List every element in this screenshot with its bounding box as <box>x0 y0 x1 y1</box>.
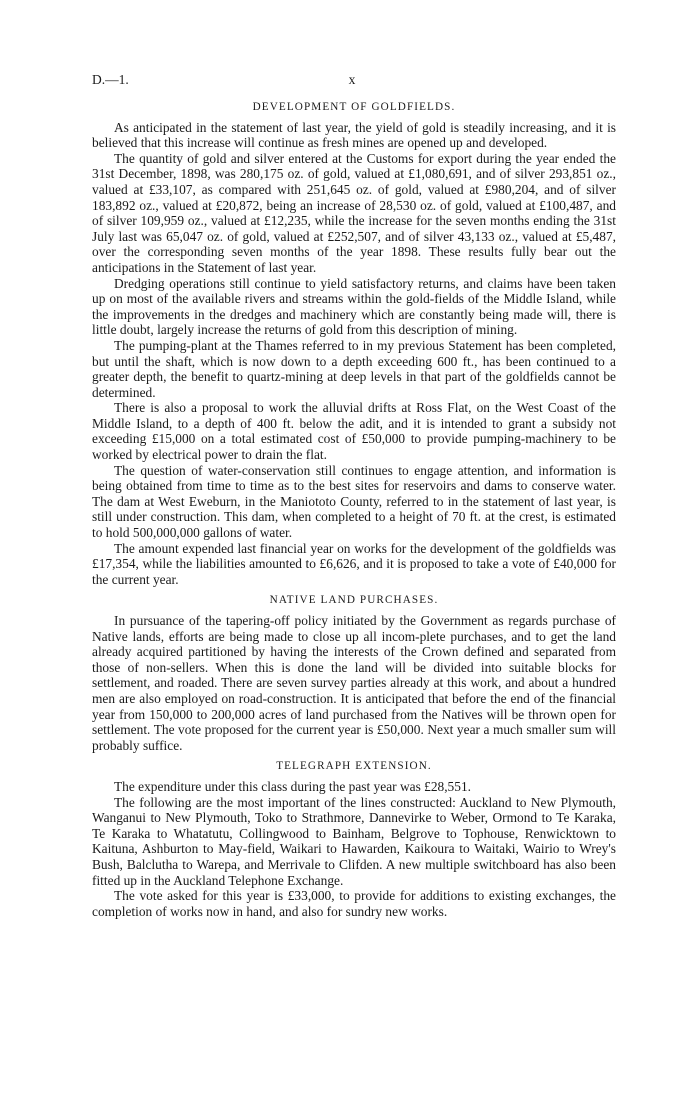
paragraph: The quantity of gold and silver entered at the Customs for export during the year ended the 31st December, 1898, was 280,175 oz. of gold, valued at £1,080,691, and of silver 293,851 oz., valued at £33,107, as compared with 251,645 oz. of gold, valued at £980,204, and of silver 183,892 oz., valued at £20,872, being an increase of 28,530 oz. of gold, valued at £100,487, and of silver 109,959 oz., valued at £12,235, while the increase for the seven months ending the 31st July last was 65,047 oz. of gold, valued at £252,507, and of silver 43,133 oz., valued at £5,487, over the corresponding seven months of the year 1898. These results fully bear out the anticipations in the Statement of last year. <box>92 150 616 275</box>
page-number: x <box>348 72 356 87</box>
section-heading: DEVELOPMENT OF GOLDFIELDS. <box>252 101 456 113</box>
section-native-land-purchases <box>92 593 616 753</box>
paragraph: The following are the most important of the lines constructed: Auckland to New Plymouth, Wanganui to New Plymouth, Toko to Strathmore, Dannevirke to Weber, Ormond to Te Karaka, Te Karaka to Whatatutu, Collingwood to Bainham, Belgrove to Tophouse, Renwicktown to Kaituna, Ashburton to May-field, Waikari to Hawarden, Kaikoura to Waitaki, Wairio to Wrey's Bush, Balclutha to Warepa, and Merrivale to Clifden. A new multiple switchboard has also been fitted up in the Auckland Telephone Exchange. <box>92 794 616 888</box>
paragraph: The question of water-conservation still continues to engage attention, and information is being obtained from time to time as to the best sites for reservoirs and dams to conserve water. The dam at West Eweburn, in the Maniototo County, referred to in the statement of last year, is still under construction. This dam, when completed to a height of 70 ft. at the crest, is estimated to hold 500,000,000 gallons of water. <box>92 462 616 541</box>
section-heading: TELEGRAPH EXTENSION. <box>276 760 432 773</box>
section-development-of-goldfields <box>92 100 616 587</box>
paragraph: There is also a proposal to work the alluvial drifts at Ross Flat, on the West Coast of the Middle Island, to a depth of 400 ft. below the adit, and it is intended to grant a subsidy not exceeding £15,000 on a total estimated cost of £50,000 to provide pumping-machinery to be worked by electrical power to drain the flat. <box>92 400 616 463</box>
paragraph: In pursuance of the tapering-off policy initiated by the Government as regards purchase of Native lands, efforts are being made to close up all incom-plete purchases, and to get the land already acquired partitioned by having the interests of the Crown defined and separated from those of non-sellers. When this is done the land will be divided into suitable blocks for settlement, and roaded. There are seven survey parties already at this work, and about a hundred men are also employed on road-construction. It is anticipated that before the end of the financial year from 150,000 to 200,000 acres of land purchased from the Natives will be thrown open for settlement. The vote proposed for the current year is £50,000. Next year a much smaller sum will probably suffice. <box>92 613 616 753</box>
paragraph: The expenditure under this class during the past year was £28,551. <box>114 778 471 794</box>
document-body <box>92 100 616 919</box>
page-header <box>92 72 612 94</box>
document-reference: D.—1. <box>92 72 129 87</box>
paragraph: Dredging operations still continue to yield satisfactory returns, and claims have been taken up on most of the available rivers and streams within the gold-fields of the Middle Island, while the improvements in the dredges and machinery which are constantly being made will, there is little doubt, largely increase the returns of gold from this description of mining. <box>92 275 616 338</box>
paragraph: As anticipated in the statement of last year, the yield of gold is steadily increasing, and it is believed that this increase will continue as fresh mines are opened up and developed. <box>92 119 616 151</box>
paragraph: The pumping-plant at the Thames referred to in my previous Statement has been completed, but until the shaft, which is now down to a depth exceeding 600 ft., has been continued to a greater depth, the benefit to quartz-mining at deep levels in that part of the goldfields cannot be determined. <box>92 337 616 400</box>
section-heading: NATIVE LAND PURCHASES. <box>269 594 439 607</box>
section-telegraph-extension <box>92 759 616 919</box>
paragraph: The amount expended last financial year on works for the development of the goldfields was £17,354, while the liabilities amounted to £6,626, and it is proposed to take a vote of £40,000 for the current year. <box>92 540 616 587</box>
paragraph: The vote asked for this year is £33,000, to provide for additions to existing exchanges, the completion of works now in hand, and also for sundry new works. <box>92 888 616 919</box>
